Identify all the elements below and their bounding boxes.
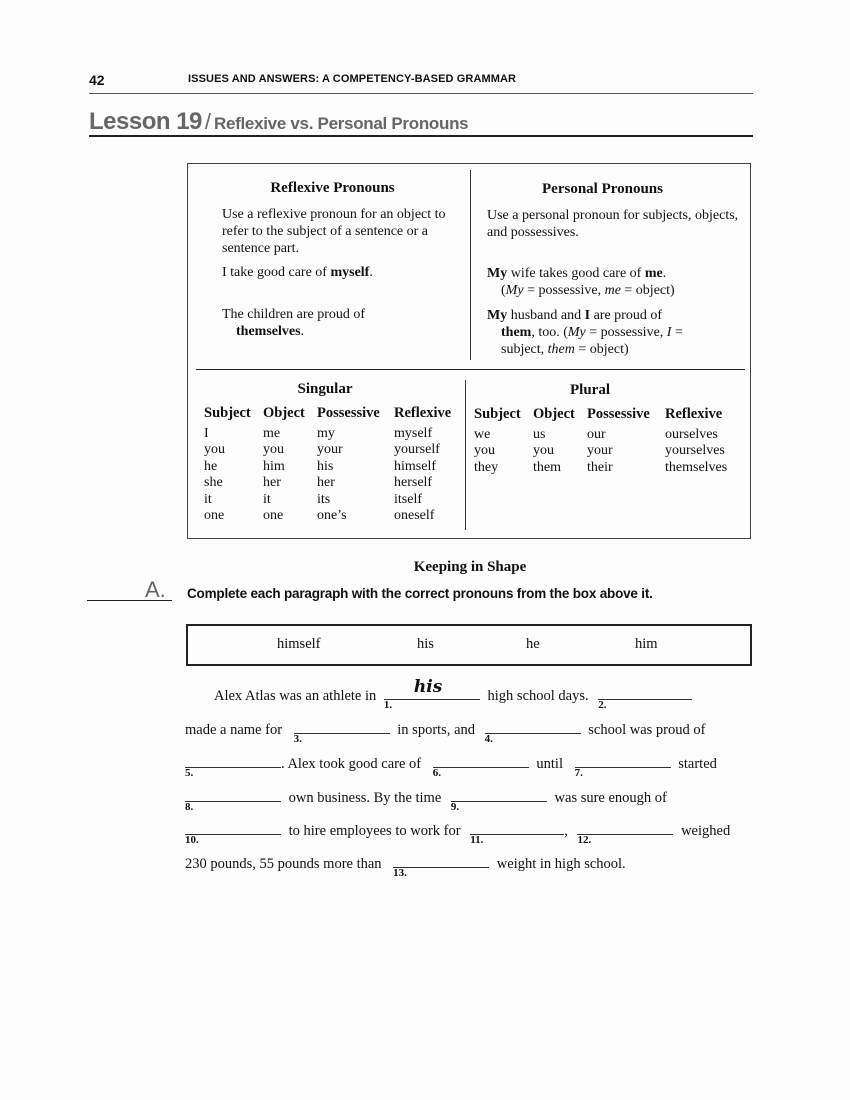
word-bank-item: he	[526, 636, 540, 652]
reflexive-example-1	[222, 264, 462, 281]
paragraph-text: ,	[564, 823, 568, 839]
blank-number: 1.	[383, 699, 393, 711]
table-cell: him	[263, 458, 285, 474]
paragraph-text: . Alex took good care of	[281, 756, 422, 772]
paragraph-line	[185, 719, 706, 745]
table-cell: her	[263, 475, 281, 490]
paragraph-text: started	[678, 756, 717, 772]
example-punct: .	[662, 266, 667, 281]
example-punct: .	[369, 265, 373, 280]
table-cell: his	[317, 458, 334, 474]
paragraph-line	[185, 820, 731, 846]
header-rule	[89, 93, 753, 94]
table-cell: my	[317, 425, 335, 441]
lesson-topic: Reflexive vs. Personal Pronouns	[214, 114, 469, 133]
example-text: are proud of	[590, 308, 662, 323]
blank-number: 8.	[185, 801, 194, 813]
column-header: Subject	[204, 405, 251, 421]
paragraph-text: own business. By the time	[288, 790, 442, 806]
table-row	[474, 443, 737, 460]
example-text: The children are proud of	[222, 307, 366, 322]
note-text: = possessive,	[523, 283, 605, 298]
blank-number: 13.	[393, 867, 407, 879]
table-cell: he	[204, 458, 218, 474]
exercise-instruction: Complete each paragraph with the correct pronouns from the box above it.	[187, 586, 653, 601]
paragraph-line	[185, 853, 626, 879]
paragraph-line	[185, 787, 667, 813]
table-cell: their	[587, 459, 613, 475]
table-cell: our	[587, 426, 606, 442]
column-divider	[470, 170, 471, 360]
example-pronoun: My	[487, 308, 508, 323]
blank-number: 3.	[293, 733, 302, 745]
answer-blank[interactable]	[383, 677, 480, 711]
table-cell: I	[204, 425, 209, 441]
word-bank-item: him	[635, 636, 658, 652]
example-punct: .	[300, 324, 305, 339]
blank-number: 7.	[574, 767, 583, 779]
table-row	[204, 459, 464, 476]
table-cell: they	[474, 459, 499, 475]
answer-blank[interactable]	[432, 753, 529, 779]
page-number: 42	[89, 72, 105, 88]
personal-example-1	[487, 265, 747, 299]
table-cell: yourselves	[665, 443, 725, 458]
example-text: I take good care of	[222, 265, 331, 280]
answer-blank[interactable]	[185, 787, 281, 813]
section-title: Keeping in Shape	[413, 559, 527, 575]
answer-blank[interactable]	[185, 753, 281, 779]
answer-blank[interactable]	[577, 820, 673, 846]
blank-number: 10.	[185, 834, 199, 846]
column-header: Possessive	[317, 405, 380, 421]
running-title: ISSUES AND ANSWERS: A COMPETENCY-BASED GRAMMAR	[188, 73, 517, 85]
column-header: Reflexive	[394, 405, 452, 421]
singular-pronoun-table	[204, 405, 464, 525]
handwritten-answer: his	[413, 677, 443, 697]
answer-blank[interactable]	[293, 719, 390, 745]
table-row	[474, 427, 737, 444]
answer-blank[interactable]	[470, 820, 564, 846]
note-paren: (	[501, 283, 506, 298]
table-cell: themselves	[665, 459, 728, 475]
paragraph-text: Alex Atlas was an athlete in	[214, 688, 377, 704]
answer-blank[interactable]	[598, 685, 692, 711]
example-pronoun: themselves	[236, 324, 301, 339]
paragraph-line	[185, 753, 717, 779]
table-cell: one	[263, 508, 284, 523]
table-cell: your	[317, 442, 343, 457]
table-cell: you	[533, 443, 554, 458]
table-cell: us	[533, 426, 546, 442]
note-text: subject,	[501, 342, 548, 357]
table-cell: one	[204, 508, 225, 523]
paragraph-text: 230 pounds, 55 pounds more than	[185, 856, 382, 872]
singular-table-body	[204, 426, 464, 525]
blank-number: 12.	[577, 834, 592, 846]
note-text: = object)	[620, 283, 675, 298]
answer-blank[interactable]	[574, 753, 671, 779]
paragraph-text: to hire employees to work for	[288, 823, 461, 839]
example-note	[487, 282, 747, 299]
table-cell: its	[317, 491, 331, 507]
table-row	[204, 475, 464, 492]
table-cell: it	[204, 491, 212, 507]
example-pronoun: myself	[330, 265, 370, 280]
answer-blank[interactable]	[484, 719, 581, 745]
word-bank-box	[186, 624, 752, 666]
lesson-number: Lesson 19	[89, 108, 202, 135]
example-continuation	[222, 323, 462, 340]
table-header-row	[474, 406, 737, 427]
table-cell: we	[474, 426, 491, 442]
personal-heading: Personal Pronouns	[542, 181, 663, 197]
column-header: Object	[263, 405, 305, 421]
paragraph-text: made a name for	[185, 722, 283, 738]
table-cell: yourself	[394, 442, 440, 457]
word-bank-item: himself	[277, 636, 321, 652]
note-text: = object)	[574, 342, 629, 357]
paragraph-text: school was proud of	[588, 722, 706, 738]
lesson-rule	[89, 135, 753, 137]
column-header: Object	[533, 406, 575, 422]
example-pronoun: My	[487, 266, 508, 281]
blank-number: 11.	[470, 834, 484, 846]
plural-heading: Plural	[570, 382, 610, 398]
section-divider	[196, 369, 745, 370]
reflexive-heading: Reflexive Pronouns	[270, 180, 395, 196]
note-term: I	[666, 325, 672, 340]
table-cell: them	[533, 459, 561, 475]
table-cell: himself	[394, 458, 436, 474]
table-cell: you	[263, 442, 284, 457]
table-row	[474, 460, 737, 477]
table-cell: it	[263, 491, 271, 507]
note-term: My	[505, 283, 524, 298]
table-cell: she	[204, 475, 223, 490]
column-header: Reflexive	[665, 406, 723, 422]
example-continuation	[487, 341, 747, 358]
answer-blank[interactable]	[393, 853, 489, 879]
paragraph-text: in sports, and	[397, 722, 476, 738]
table-header-row	[204, 405, 464, 426]
example-pronoun: I	[584, 308, 591, 323]
blank-number: 9.	[450, 801, 460, 813]
example-text: , too. (	[531, 325, 568, 340]
table-cell: itself	[394, 491, 422, 507]
reflexive-example-2	[222, 306, 462, 340]
example-text: wife takes good care of	[507, 266, 645, 281]
table-cell: ourselves	[665, 426, 718, 442]
blank-number: 4.	[484, 733, 493, 745]
paragraph-text: high school days.	[487, 688, 589, 704]
personal-rule: Use a personal pronoun for subjects, objects, and possessives.	[487, 208, 739, 240]
note-term: My	[567, 325, 586, 340]
column-header: Subject	[474, 406, 521, 422]
title-separator: /	[204, 109, 212, 134]
table-cell: her	[317, 475, 335, 490]
reflexive-rule: Use a reflexive pronoun for an object to refer to the subject of a sentence or a sentence part.	[222, 207, 446, 256]
example-text: husband and	[507, 308, 585, 323]
paragraph-text: was sure enough of	[554, 790, 667, 806]
paragraph-line	[214, 677, 692, 711]
word-bank-item: his	[417, 636, 434, 652]
example-pronoun: me	[644, 266, 663, 281]
note-text: = possessive,	[585, 325, 667, 340]
column-header: Possessive	[587, 406, 650, 422]
table-row	[204, 492, 464, 509]
note-term: me	[604, 283, 621, 298]
lesson-title	[89, 108, 468, 136]
blank-number: 2.	[598, 699, 607, 711]
singular-heading: Singular	[297, 381, 353, 397]
paragraph-text: until	[536, 756, 563, 772]
table-cell: your	[587, 443, 613, 458]
table-cell: one’s	[317, 508, 347, 523]
example-pronoun: them	[501, 325, 532, 340]
note-text: =	[671, 325, 683, 340]
table-cell: you	[474, 443, 495, 458]
blank-number: 5.	[185, 767, 194, 779]
blank-number: 6.	[432, 767, 442, 779]
exercise-letter: A.	[145, 577, 166, 602]
table-cell: you	[204, 442, 225, 457]
table-cell: oneself	[394, 508, 435, 523]
plural-table-body	[474, 427, 737, 477]
paragraph-text: weighed	[681, 823, 731, 839]
paragraph-text: weight in high school.	[496, 856, 626, 872]
plural-pronoun-table	[474, 406, 737, 476]
table-row	[204, 508, 464, 525]
answer-blank[interactable]	[185, 820, 281, 846]
table-row	[204, 442, 464, 459]
note-term: them	[547, 342, 575, 357]
table-divider	[465, 380, 466, 530]
table-row	[204, 426, 464, 443]
table-cell: myself	[394, 425, 433, 441]
table-cell: me	[263, 425, 281, 441]
answer-blank[interactable]	[450, 787, 547, 813]
example-continuation	[487, 324, 747, 341]
personal-example-2	[487, 307, 747, 358]
table-cell: herself	[394, 475, 433, 490]
